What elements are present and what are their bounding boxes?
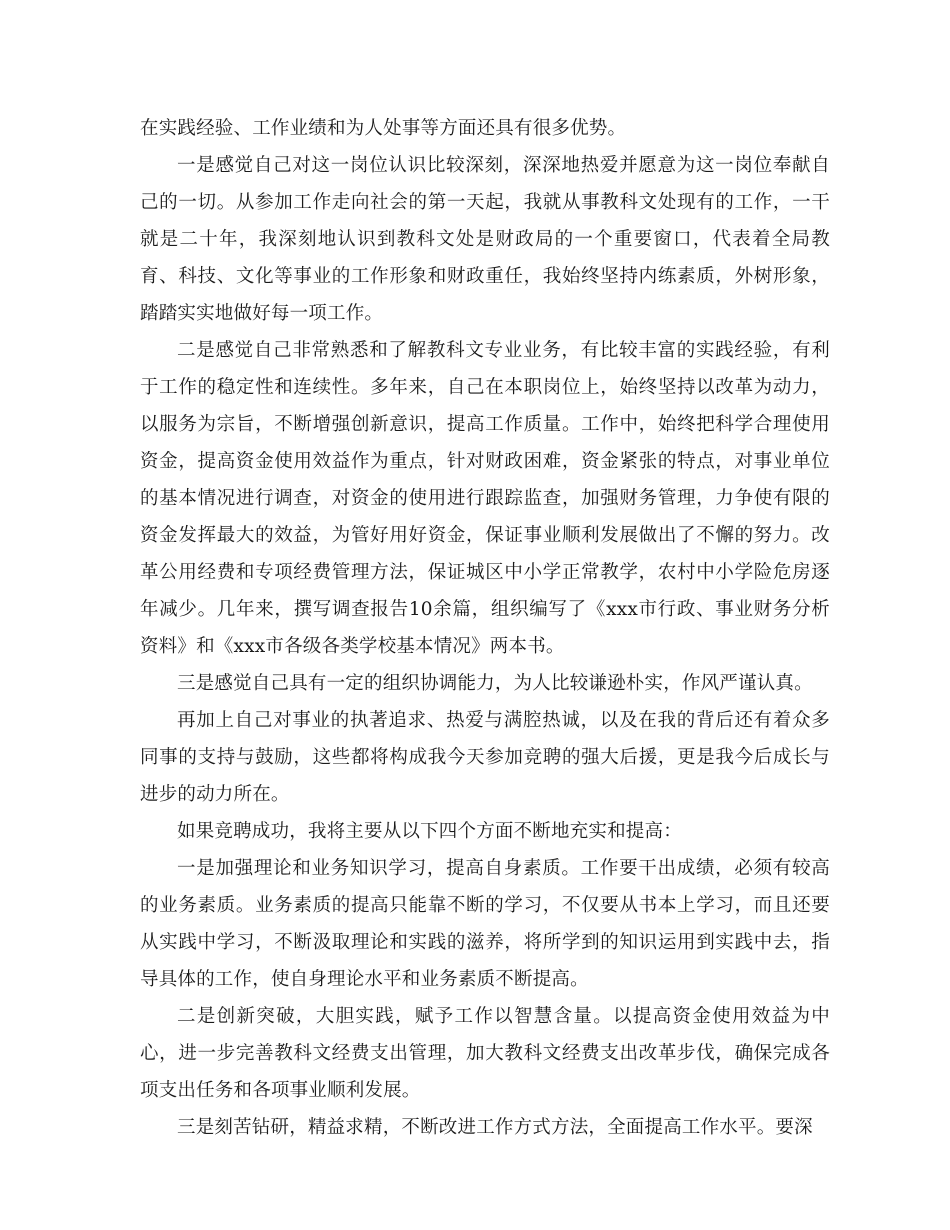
- paragraph-support: 再加上自己对事业的执著追求、热爱与满腔热诚，以及在我的背后还有着众多同事的支持与鼓励，这些都将构成我今天参加竞聘的强大后援，更是我今后成长与进步的动力所在。: [140, 710, 830, 805]
- paragraph-point-two-expertise: 二是感觉自己非常熟悉和了解教科文专业业务，有比较丰富的实践经验，有利于工作的稳定性和连续性。多年来，自己在本职岗位上，始终坚持以改革为动力，以服务为宗旨，不断增强创新意识，提高工作质量。工作中，始终把科学合理使用资金，提高资金使用效益作为重点，针对财政困难，资金紧张的特点，对事业单位的基本情况进行调查，对资金的使用进行跟踪监查，加强财务管理，力争使有限的资金发挥最大的效益，为管好用好资金，保证事业顺利发展做出了不懈的努力。改革公用经费和专项经费管理方法，保证城区中小学正常教学，农村中小学险危房逐年减少。几年来，撰写调查报告10余篇，组织编写了《xxx市行政、事业财务分析资料》和《xxx市各级各类学校基本情况》两本书。: [140, 340, 830, 657]
- paragraph-plan-two-innovation: 二是创新突破，大胆实践，赋予工作以智慧含量。以提高资金使用效益为中心，进一步完善教科文经费支出管理，加大教科文经费支出改革步伐，确保完成各项支出任务和各项事业顺利发展。: [140, 1006, 830, 1101]
- paragraph-continuation: 在实践经验、工作业绩和为人处事等方面还具有很多优势。: [140, 118, 627, 139]
- paragraph-plan-one-study: 一是加强理论和业务知识学习，提高自身素质。工作要干出成绩，必须有较高的业务素质。业务素质的提高只能靠不断的学习，不仅要从书本上学习，而且还要从实践中学习，不断汲取理论和实践的滋养，将所学到的知识运用到实践中去，指导具体的工作，使自身理论水平和业务素质不断提高。: [140, 858, 830, 990]
- paragraph-plan-three-diligence: 三是刻苦钻研，精益求精，不断改进工作方式方法，全面提高工作水平。要深: [177, 1117, 813, 1138]
- paragraph-point-three-coordination: 三是感觉自己具有一定的组织协调能力，为人比较谦逊朴实，作风严谨认真。: [177, 673, 813, 694]
- paragraph-plan-intro: 如果竞聘成功，我将主要从以下四个方面不断地充实和提高：: [177, 821, 682, 842]
- paragraph-point-one-understanding: 一是感觉自己对这一岗位认识比较深刻，深深地热爱并愿意为这一岗位奉献自己的一切。从参加工作走向社会的第一天起，我就从事教科文处现有的工作，一干就是二十年，我深刻地认识到教科文处是财政局的一个重要窗口，代表着全局教育、科技、文化等事业的工作形象和财政重任，我始终坚持内练素质，外树形象，踏踏实实地做好每一项工作。: [140, 155, 830, 324]
- document-body: [140, 110, 830, 1146]
